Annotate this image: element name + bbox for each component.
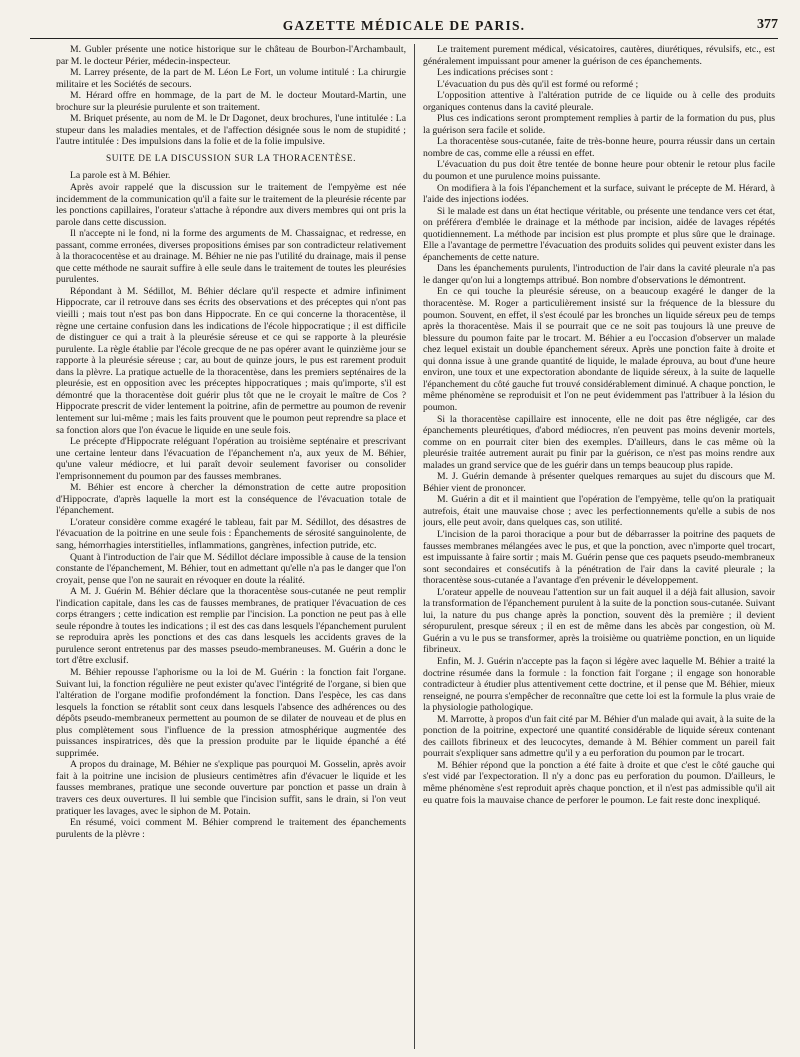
paragraph: Après avoir rappelé que la discussion sur le traitement de l'empyème est née incidemment de la communication qu'il a faite sur le traitement de la pleurésie récente par les ponctions capillaires, l'orateur s'attache à répondre aux divers membres qui ont pris la parole dans cette discussion. bbox=[56, 182, 406, 228]
paragraph: L'évacuation du pus dès qu'il est formé ou reformé ; bbox=[437, 78, 639, 90]
paragraph: M. Béhier répond que la ponction a été faite à droite et que c'est le côté gauche qui s'est vidé par l'expectoration. Il n'y a donc pas eu perforation du poumon. D'ailleurs, le même phénomène s'est reproduit après chaque ponction, et il n'est pas admissible qu'il ait eu quatre fois la mauvaise chance de perforer le poumon. Le fait reste donc inexpliqué. bbox=[423, 759, 775, 806]
paragraph: Plus ces indications seront promptement remplies à partir de la formation du pus, plus la guérison sera facile et solide. bbox=[423, 113, 775, 136]
paragraph: L'orateur considère comme exagéré le tableau, fait par M. Sédillot, des désastres de l'évacuation de la poitrine en une seule fois : Épanchements de sérosité sanguinolente, de sang, hémorrhagies interstitielles, inflammations, gangrènes, infection putride, etc. bbox=[56, 516, 406, 551]
paragraph: Il n'accepte ni le fond, ni la forme des arguments de M. Chassaignac, et redresse, en passant, comme erronées, diverses propositions émises par son contradicteur relativement à la thoracocentèse et au drainage. M. Béhier ne nie pas l'utilité du drainage, mais il pense que cette méthode ne saurait suffire à elle seule dans le traitement de toutes les pleurésies purulentes. bbox=[56, 228, 406, 286]
paragraph: M. Marrotte, à propos d'un fait cité par M. Béhier d'un malade qui avait, à la suite de la ponction de la poitrine, expectoré une quantité considérable de liquide séreux contenant des caillots fibrineux et des leucocytes, demande à M. Béhier comment un pareil fait pourrait s'expliquer sans admettre qu'il y a eu perforation du poumon par le trocart. bbox=[423, 713, 775, 760]
paragraph: Le précepte d'Hippocrate reléguant l'opération au troisième septénaire et prescrivant une certaine lenteur dans l'évacuation de l'épanchement n'a, aux yeux de M. Béhier, qu'une valeur médiocre, et lui paraît devoir seulement favoriser ou consolider l'emprisonnement du poumon par des fausses membranes. bbox=[56, 436, 406, 482]
paragraph: M. Briquet présente, au nom de M. le Dr Dagonet, deux brochures, l'une intitulée : La stupeur dans les maladies mentales, et de l'affection désignée sous le nom de stupidité ; l'autre intitulée : Des impulsions dans la folie et de la folie impulsive. bbox=[56, 113, 406, 148]
paragraph: Dans les épanchements purulents, l'introduction de l'air dans la cavité pleurale n'a pas le danger qu'on lui a longtemps attribué. Bon nombre d'observations le démontrent. bbox=[423, 263, 775, 286]
paragraph: La thoracentèse sous-cutanée, faite de très-bonne heure, pourra réussir dans un certain nombre de cas, comme elle a réussi en effet. bbox=[423, 136, 775, 159]
paragraph: L'opposition attentive à l'altération putride de ce liquide ou à celle des produits organiques contenus dans la cavité pleurale. bbox=[423, 90, 775, 113]
paragraph: A M. J. Guérin M. Béhier déclare que la thoracentèse sous-cutanée ne peut remplir l'indication capitale, dans les cas de fausses membranes, de pratiquer l'évacuation de ces corps étrangers ; cette indication est remplie par l'incision. La ponction ne peut pas à elle seule répondre à toutes les indications ; il est des cas dans lesquels l'épanchement purulent se reproduira après les ponctions et des cas dans lesquels les accidents graves de la purulence seront entretenus par des masses pseudo-membraneuses. M. Guérin a donc le tort d'être exclusif. bbox=[56, 586, 406, 667]
paragraph: M. Gubler présente une notice historique sur le château de Bourbon-l'Archambault, par M. le docteur Périer, médecin-inspecteur. bbox=[56, 44, 406, 67]
paragraph: L'évacuation du pus doit être tentée de bonne heure pour obtenir le retour plus facile du poumon et une purulence moins puissante. bbox=[423, 159, 775, 183]
paragraph: Si le malade est dans un état hectique véritable, ou présente une tendance vers cet état, on préférera d'emblée le drainage et la méthode par incision, aidée de lavages répétés quotidiennement. La méthode par incision est plus prompte et plus sûre que le drainage. Elle a l'avantage de permettre l'évacuation des produits solides qui peuvent exister dans les épanchements de cette nature. bbox=[423, 205, 775, 263]
paragraph: M. J. Guérin demande à présenter quelques remarques au sujet du discours que M. Béhier vient de prononcer. bbox=[423, 471, 775, 494]
paragraph: L'orateur appelle de nouveau l'attention sur un fait auquel il a déjà fait allusion, savoir la transformation de l'épanchement purulent à la suite de la ponction sous-cutanée. Suivant lui, la nature du pus change après la ponction, souvent dès la première ; il devient séropurulent, presque séreux ; il en est de même dans les abcès par congestion, où M. Guérin a vu le pus se transformer, après la troisième ou quatrième ponction, en un liquide fibrineux. bbox=[423, 586, 775, 656]
paragraph: L'incision de la paroi thoracique a pour but de débarrasser la poitrine des paquets de fausses membranes mélangées avec le pus, et que la ponction, avec n'importe quel trocart, est impuissante à faire sortir ; mais M. Guérin pense que ces paquets pseudo-membraneux sont secondaires et consécutifs à la pénétration de l'air dans la cavité pleurale ; la thoracentèse sous-cutanée a l'avantage d'en prévenir le développement. bbox=[423, 528, 775, 587]
paragraph: Enfin, M. J. Guérin n'accepte pas la façon si légère avec laquelle M. Béhier a traité la doctrine résumée dans la formule : la fonction fait l'organe ; il engage son honorable contradicteur à étudier plus attentivement cette doctrine, et il pense que M. Béhier, mieux renseigné, ne pourra s'empêcher de reconnaître que cette loi est la formule la plus vraie de la physiologie pathologique. bbox=[423, 655, 775, 714]
paragraph: A propos du drainage, M. Béhier ne s'explique pas pourquoi M. Gosselin, après avoir fait à la poitrine une incision de plusieurs centimètres afin d'évacuer le liquide et les fausses membranes, pratique une seconde ouverture par ponction et passe un drain à travers ces deux ouvertures. Il lui semble que l'incision suffit, sans le drain, si l'on veut pratiquer les lavages, avec le siphon de M. Potain. bbox=[56, 759, 406, 817]
paragraph: En résumé, voici comment M. Béhier comprend le traitement des épanchements purulents de la plèvre : bbox=[56, 817, 406, 840]
paragraph: On modifiera à la fois l'épanchement et la surface, suivant le précepte de M. Hérard, à l'aide des injections iodées. bbox=[423, 182, 775, 206]
right-column bbox=[423, 44, 775, 1049]
journal-title: GAZETTE MÉDICALE DE PARIS. bbox=[282, 18, 526, 33]
paragraph: M. Béhier est encore à chercher la démonstration de cette autre proposition d'Hippocrate, d'après laquelle la mort est la conséquence de l'évacuation totale de l'épanchement. bbox=[56, 482, 406, 517]
paragraph: La parole est à M. Béhier. bbox=[70, 170, 171, 182]
left-column bbox=[56, 44, 406, 1049]
paragraph: En ce qui touche la pleurésie séreuse, on a beaucoup exagéré le danger de la thoracentèse. M. Roger a particulièrement insisté sur la fréquence de la blessure du poumon. Souvent, en effet, il s'est écoulé par les bronches un liquide séreux peu de temps après la thoracentèse. Mais il se pourrait que ce ne soit pas toujours là une preuve de blessure du poumon faite par le trocart. M. Béhier a eu l'occasion d'observer un malade chez lequel existait un double épanchement séreux. Après une ponction faite à droite et qui donna issue à une grande quantité de liquide, le malade éprouva, au bout d'une heure environ, une toux et une expectoration abondante de liquide séreux, à la suite de laquelle l'épanchement du côté gauche fut trouvé considérablement diminué. A chaque ponction, le même phénomène se reproduisit et l'on ne peut évidemment pas l'attribuer à la lésion du poumon. bbox=[423, 286, 775, 413]
paragraph: Répondant à M. Sédillot, M. Béhier déclare qu'il respecte et admire infiniment Hippocrate, car il retrouve dans ses écrits des observations et des préceptes qui n'ont pas vieilli ; mais tout n'est pas bon dans Hippocrate. En ce qui concerne la thoracentèse, il règne une certaine confusion dans les indications de l'école hippocratique ; il est difficile de distinguer ce qui a trait à la pleurésie séreuse et ce qui se rapporte à la pleurésie purulente. La règle établie par l'école grecque de ne pas opérer avant le quinzième jour se rapporte à la pleurésie séreuse ; car, au bout de quinze jours, le pus est rarement produit dans la plèvre. La pratique actuelle de la thoracentèse, dans les premiers septénaires de la pleurésie, est en opposition avec les préceptes hippocratiques ; mais qu'importe, s'il est démontré que la thoracentèse doit guérir plus tôt que ne le croyait le maître de Cos ? Hippocrate prescrit de vider lentement la poitrine, afin de permettre au poumon de revenir lentement sur lui-même ; mais les faits prouvent que le poumon peut reprendre sa place et sa fonction alors que l'on évacue le liquide en une seule fois. bbox=[56, 285, 406, 436]
page-number: 377 bbox=[757, 17, 778, 32]
paragraph: Le traitement purement médical, vésicatoires, cautères, diurétiques, révulsifs, etc., est généralement impuissant pour amener la guérison de ces épanchements. bbox=[423, 44, 775, 67]
paragraph: M. Béhier repousse l'aphorisme ou la loi de M. Guérin : la fonction fait l'organe. Suivant lui, la fonction régulière ne peut exister qu'avec l'intégrité de l'organe, si bien que l'altération de l'organe modifie profondément la fonction. Dans l'espèce, les cas dans lesquels la fonction se rétablit sont ceux dans lesquels l'absence des adhérences ou des dépôts pseudo-membraneux permettent au poumon de se dilater de nouveau et de plus en plus complètement sous l'influence de la pression atmosphérique augmentée des puissances inspiratrices, dès que la pression produite par le liquide épanché a été supprimée. bbox=[56, 666, 406, 759]
section-heading: SUITE DE LA DISCUSSION SUR LA THORACENTÈSE. bbox=[105, 153, 357, 164]
paragraph: M. Guérin a dit et il maintient que l'opération de l'empyème, telle qu'on la pratiquait autrefois, était une mauvaise chose ; avec les perfectionnements qu'elle a subis de nos jours, elle peut avoir, dans quelques cas, son utilité. bbox=[423, 494, 775, 529]
paragraph: M. Larrey présente, de la part de M. Léon Le Fort, un volume intitulé : La chirurgie militaire et les Sociétés de secours. bbox=[56, 67, 406, 90]
paragraph: M. Hérard offre en hommage, de la part de M. le docteur Moutard-Martin, une brochure sur la pleurésie purulente et son traitement. bbox=[56, 90, 406, 113]
paragraph: Quant à l'introduction de l'air que M. Sédillot déclare impossible à cause de la tension constante de l'épanchement, M. Béhier, tout en admettant qu'elle n'a pas le danger que l'on croyait, pense que l'on ne saurait en révoquer en doute la réalité. bbox=[56, 551, 406, 586]
paragraph: Si la thoracentèse capillaire est innocente, elle ne doit pas être négligée, car des épanchements pleurétiques, d'abord médiocres, n'en peuvent pas moins devenir mortels, comme on en pourrait citer bien des exemples. D'ailleurs, dans le cas même où la pleurésie traitée autrement aurait pu finir par la guérison, ce n'est pas moins rendre aux malades un grand service que de les guérir dans un temps beaucoup plus rapide. bbox=[423, 413, 775, 471]
column-divider bbox=[414, 44, 415, 1049]
page-header bbox=[30, 16, 778, 39]
paragraph: Les indications précises sont : bbox=[437, 67, 554, 79]
